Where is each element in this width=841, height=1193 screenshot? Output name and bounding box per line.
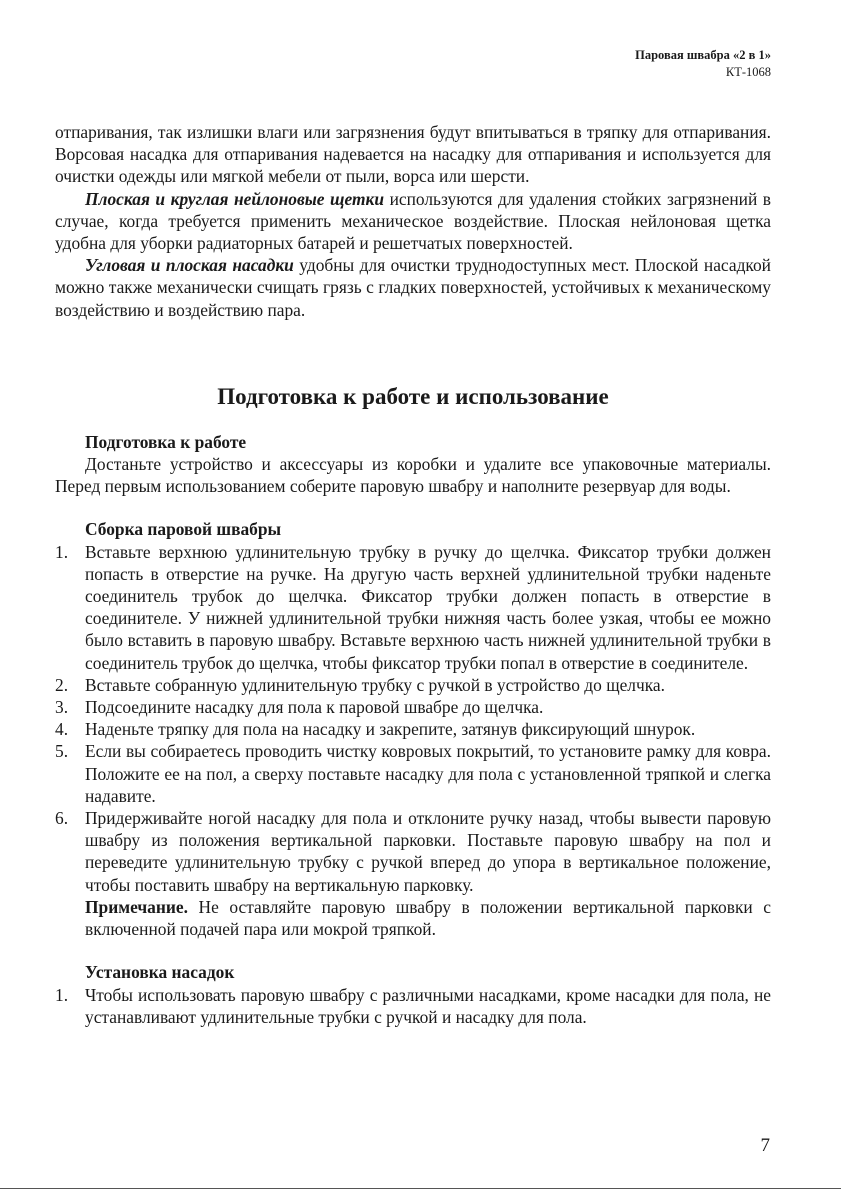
brushes-description: используются для удаления стойких загрязнений в случае, когда требуется применить механическое воздействие. Плоская нейлоновая щетка удобна для уборки радиаторных батарей и решетчатых поверхностей. xyxy=(55,188,771,254)
nozzles-term: Угловая и плоская насадки xyxy=(85,255,294,276)
list-item-number: 3. xyxy=(55,697,69,718)
assembly-section xyxy=(55,518,771,940)
list-item-number: 5. xyxy=(55,741,69,762)
page-header xyxy=(635,47,771,81)
section-title: Подготовка к работе и использование xyxy=(217,383,609,409)
list-item-number: 4. xyxy=(55,719,69,740)
list-item xyxy=(55,541,771,674)
attachments-section xyxy=(55,961,771,1028)
prep-heading: Подготовка к работе xyxy=(85,431,247,452)
list-item-text: Наденьте тряпку для пола на насадку и закрепите, затянув фиксирующий шнурок. xyxy=(85,719,696,740)
intro-paragraph-3 xyxy=(55,254,771,321)
list-item xyxy=(55,807,771,940)
intro-paragraph-2 xyxy=(55,188,771,255)
list-item-number: 1. xyxy=(55,984,69,1005)
assembly-heading: Сборка паровой швабры xyxy=(85,519,282,540)
list-item-text: Вставьте собранную удлинительную трубку с ручкой в устройство до щелчка. xyxy=(85,674,665,695)
note-text: Не оставляйте паровую швабру в положении вертикальной парковки с включенной подачей пара или мокрой тряпкой. xyxy=(85,896,771,940)
page-number: 7 xyxy=(760,1135,770,1156)
list-item xyxy=(55,718,771,740)
page-content xyxy=(55,121,771,1028)
model-number: КТ-1068 xyxy=(725,65,771,79)
bottom-rule xyxy=(0,1188,841,1189)
list-item xyxy=(55,984,771,1028)
list-item-text: Чтобы использовать паровую швабру с различными насадками, кроме насадки для пола, не устанавливают удлинительные трубки с ручкой и насадку для пола. xyxy=(85,984,771,1027)
note-label: Примечание. xyxy=(85,896,188,917)
list-item-number: 1. xyxy=(55,541,69,562)
list-item-text: Подсоедините насадку для пола к паровой швабре до щелчка. xyxy=(85,697,544,718)
intro-paragraph-1: отпаривания, так излишки влаги или загрязнения будут впитываться в тряпку для отпаривания. Ворсовая насадка для отпаривания надевается на насадку для отпаривания и используется для очистки одежды или мягкой мебели от пыли, ворса или шерсти. xyxy=(55,122,771,187)
attachments-heading: Установка насадок xyxy=(85,962,235,983)
prep-text: Достаньте устройство и аксессуары из коробки и удалите все упаковочные материалы. Перед первым использованием соберите паровую швабру и наполните резервуар для воды. xyxy=(55,454,771,497)
list-item xyxy=(55,740,771,807)
assembly-steps xyxy=(55,541,771,941)
nozzles-description: удобны для очистки труднодоступных мест. Плоской насадкой можно также механически счищать грязь с гладких поверхностей, устойчивых к механическому воздействию и воздействию пара. xyxy=(55,255,771,320)
list-item-number: 2. xyxy=(55,674,69,695)
prep-section xyxy=(55,431,771,498)
list-item-text: Придерживайте ногой насадку для пола и отклоните ручку назад, чтобы вывести паровую швабру из положения вертикальной парковки. Поставьте паровую швабру на пол и переведите удлинительную трубку с ручкой вперед до упора в вертикальное положение, чтобы поставить швабру на вертикальную парковку. xyxy=(85,808,771,895)
list-item xyxy=(55,696,771,718)
product-name: Паровая швабра «2 в 1» xyxy=(635,48,771,62)
list-item-number: 6. xyxy=(55,808,69,829)
attachments-steps xyxy=(55,984,771,1028)
list-item-text: Вставьте верхнюю удлинительную трубку в ручку до щелчка. Фиксатор трубки должен попасть в отверстие на ручке. На другую часть верхней удлинительной трубки наденьте соединитель трубок до щелчка. Фиксатор трубки должен попасть в отверстие в соединителе. У нижней удлинительной трубки нижняя часть более узкая, чтобы ее можно было вставить в паровую швабру. Вставьте верхнюю часть нижней удлинительной трубки в соединитель трубок до щелчка, чтобы фиксатор трубки попал в отверстие в соединителе. xyxy=(85,541,771,673)
list-item-text: Если вы собираетесь проводить чистку ковровых покрытий, то установите рамку для ковра. Положите ее на пол, а сверху поставьте насадку для пола с установленной тряпкой и слегка надавите. xyxy=(85,741,771,806)
brushes-term: Плоская и круглая нейлоновые щетки xyxy=(85,188,385,209)
list-item xyxy=(55,674,771,696)
